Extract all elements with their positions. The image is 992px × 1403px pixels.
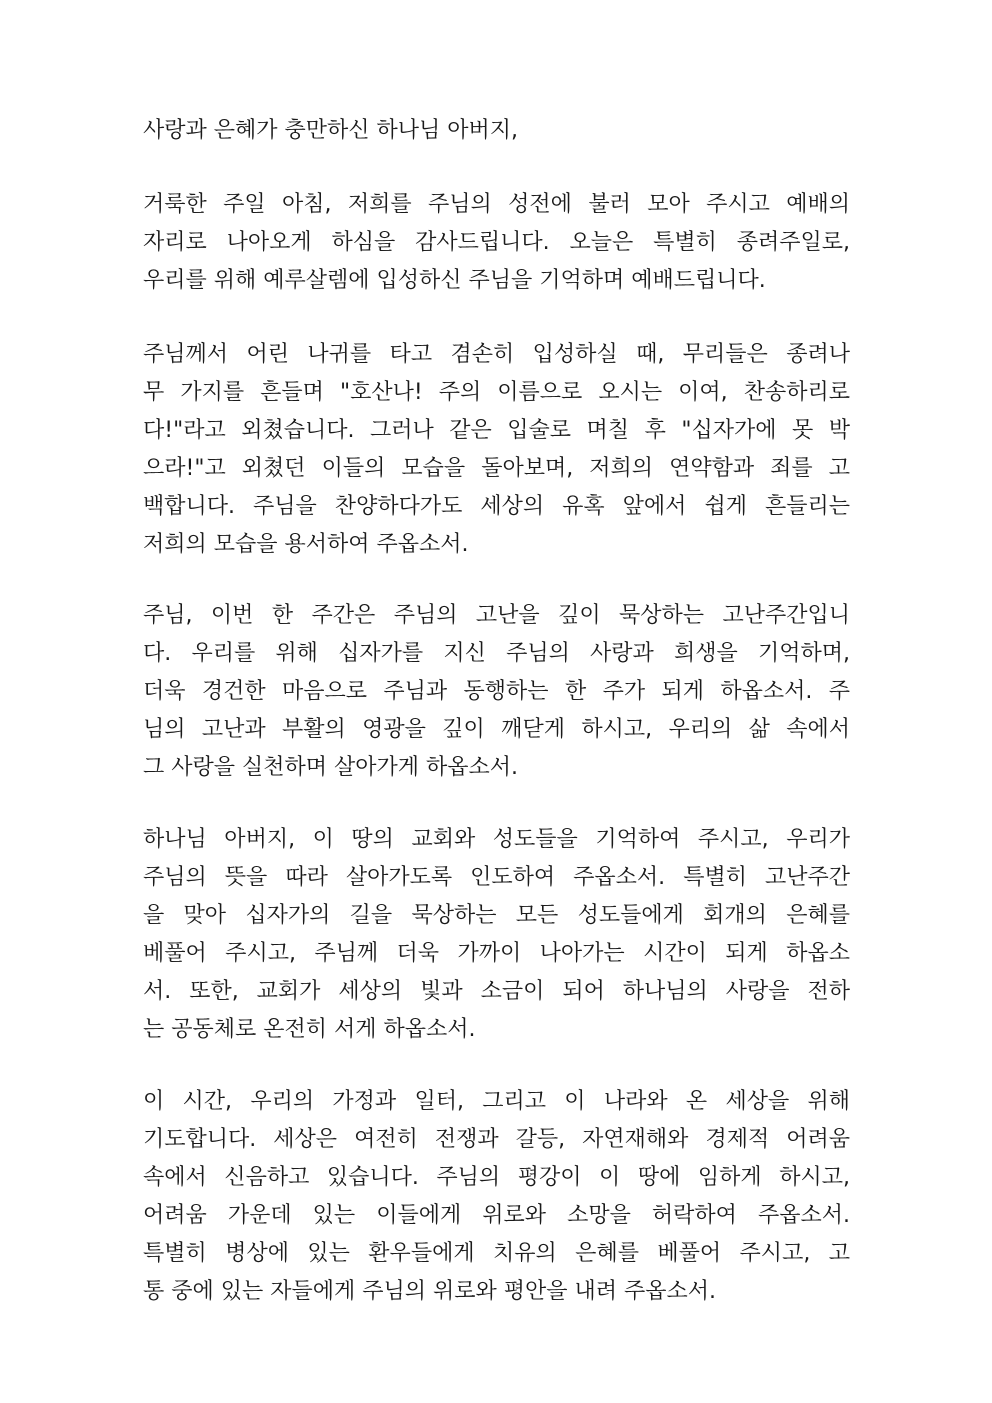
paragraph-2-line-6: 저희의 모습을 용서하여 주옵소서. — [143, 532, 469, 557]
paragraph-3-line-2: 다. 우리를 위해 십자가를 지신 주님의 사랑과 희생을 기억하며, — [143, 641, 850, 666]
paragraph-4-line-6: 는 공동체로 온전히 서게 하옵소서. — [143, 1017, 476, 1042]
paragraph-5-line-4: 어려움 가운데 있는 이들에게 위로와 소망을 허락하여 주옵소서. — [143, 1203, 850, 1228]
paragraph-4-line-5: 서. 또한, 교회가 세상의 빛과 소금이 되어 하나님의 사랑을 전하 — [143, 979, 850, 1004]
paragraph-1-line-3: 우리를 위해 예루살렘에 입성하신 주님을 기억하며 예배드립니다. — [143, 268, 766, 293]
paragraph-1-line-2: 자리로 나아오게 하심을 감사드립니다. 오늘은 특별히 종려주일로, — [143, 230, 850, 255]
paragraph-5-line-3: 속에서 신음하고 있습니다. 주님의 평강이 이 땅에 임하게 하시고, — [143, 1165, 850, 1190]
paragraph-4-line-3: 을 맞아 십자가의 길을 묵상하는 모든 성도들에게 회개의 은혜를 — [143, 903, 850, 928]
paragraph-5-line-2: 기도합니다. 세상은 여전히 전쟁과 갈등, 자연재해와 경제적 어려움 — [143, 1127, 850, 1152]
paragraph-4-line-1: 하나님 아버지, 이 땅의 교회와 성도들을 기억하여 주시고, 우리가 — [143, 827, 850, 852]
paragraph-4-line-2: 주님의 뜻을 따라 살아가도록 인도하여 주옵소서. 특별히 고난주간 — [143, 865, 850, 890]
paragraph-4-line-4: 베풀어 주시고, 주님께 더욱 가까이 나아가는 시간이 되게 하옵소 — [143, 941, 850, 966]
paragraph-2-line-3: 다!"라고 외쳤습니다. 그러나 같은 입술로 며칠 후 "십자가에 못 박 — [143, 418, 850, 443]
paragraph-5-line-5: 특별히 병상에 있는 환우들에게 치유의 은혜를 베풀어 주시고, 고 — [143, 1241, 850, 1266]
paragraph-5-line-1: 이 시간, 우리의 가정과 일터, 그리고 이 나라와 온 세상을 위해 — [143, 1089, 850, 1114]
paragraph-2-line-4: 으라!"고 외쳤던 이들의 모습을 돌아보며, 저희의 연약함과 죄를 고 — [143, 456, 850, 481]
paragraph-3-line-4: 님의 고난과 부활의 영광을 깊이 깨닫게 하시고, 우리의 삶 속에서 — [143, 717, 850, 742]
salutation: 사랑과 은혜가 충만하신 하나님 아버지, — [143, 118, 518, 143]
paragraph-3-line-3: 더욱 경건한 마음으로 주님과 동행하는 한 주가 되게 하옵소서. 주 — [143, 679, 850, 704]
paragraph-3-line-5: 그 사랑을 실천하며 살아가게 하옵소서. — [143, 755, 518, 780]
paragraph-2-line-2: 무 가지를 흔들며 "호산나! 주의 이름으로 오시는 이여, 찬송하리로 — [143, 380, 850, 405]
paragraph-2-line-5: 백합니다. 주님을 찬양하다가도 세상의 유혹 앞에서 쉽게 흔들리는 — [143, 494, 850, 519]
paragraph-1-line-1: 거룩한 주일 아침, 저희를 주님의 성전에 불러 모아 주시고 예배의 — [143, 192, 850, 217]
paragraph-3-line-1: 주님, 이번 한 주간은 주님의 고난을 깊이 묵상하는 고난주간입니 — [143, 603, 850, 628]
paragraph-5-line-6: 통 중에 있는 자들에게 주님의 위로와 평안을 내려 주옵소서. — [143, 1279, 716, 1304]
paragraph-2-line-1: 주님께서 어린 나귀를 타고 겸손히 입성하실 때, 무리들은 종려나 — [143, 342, 850, 367]
